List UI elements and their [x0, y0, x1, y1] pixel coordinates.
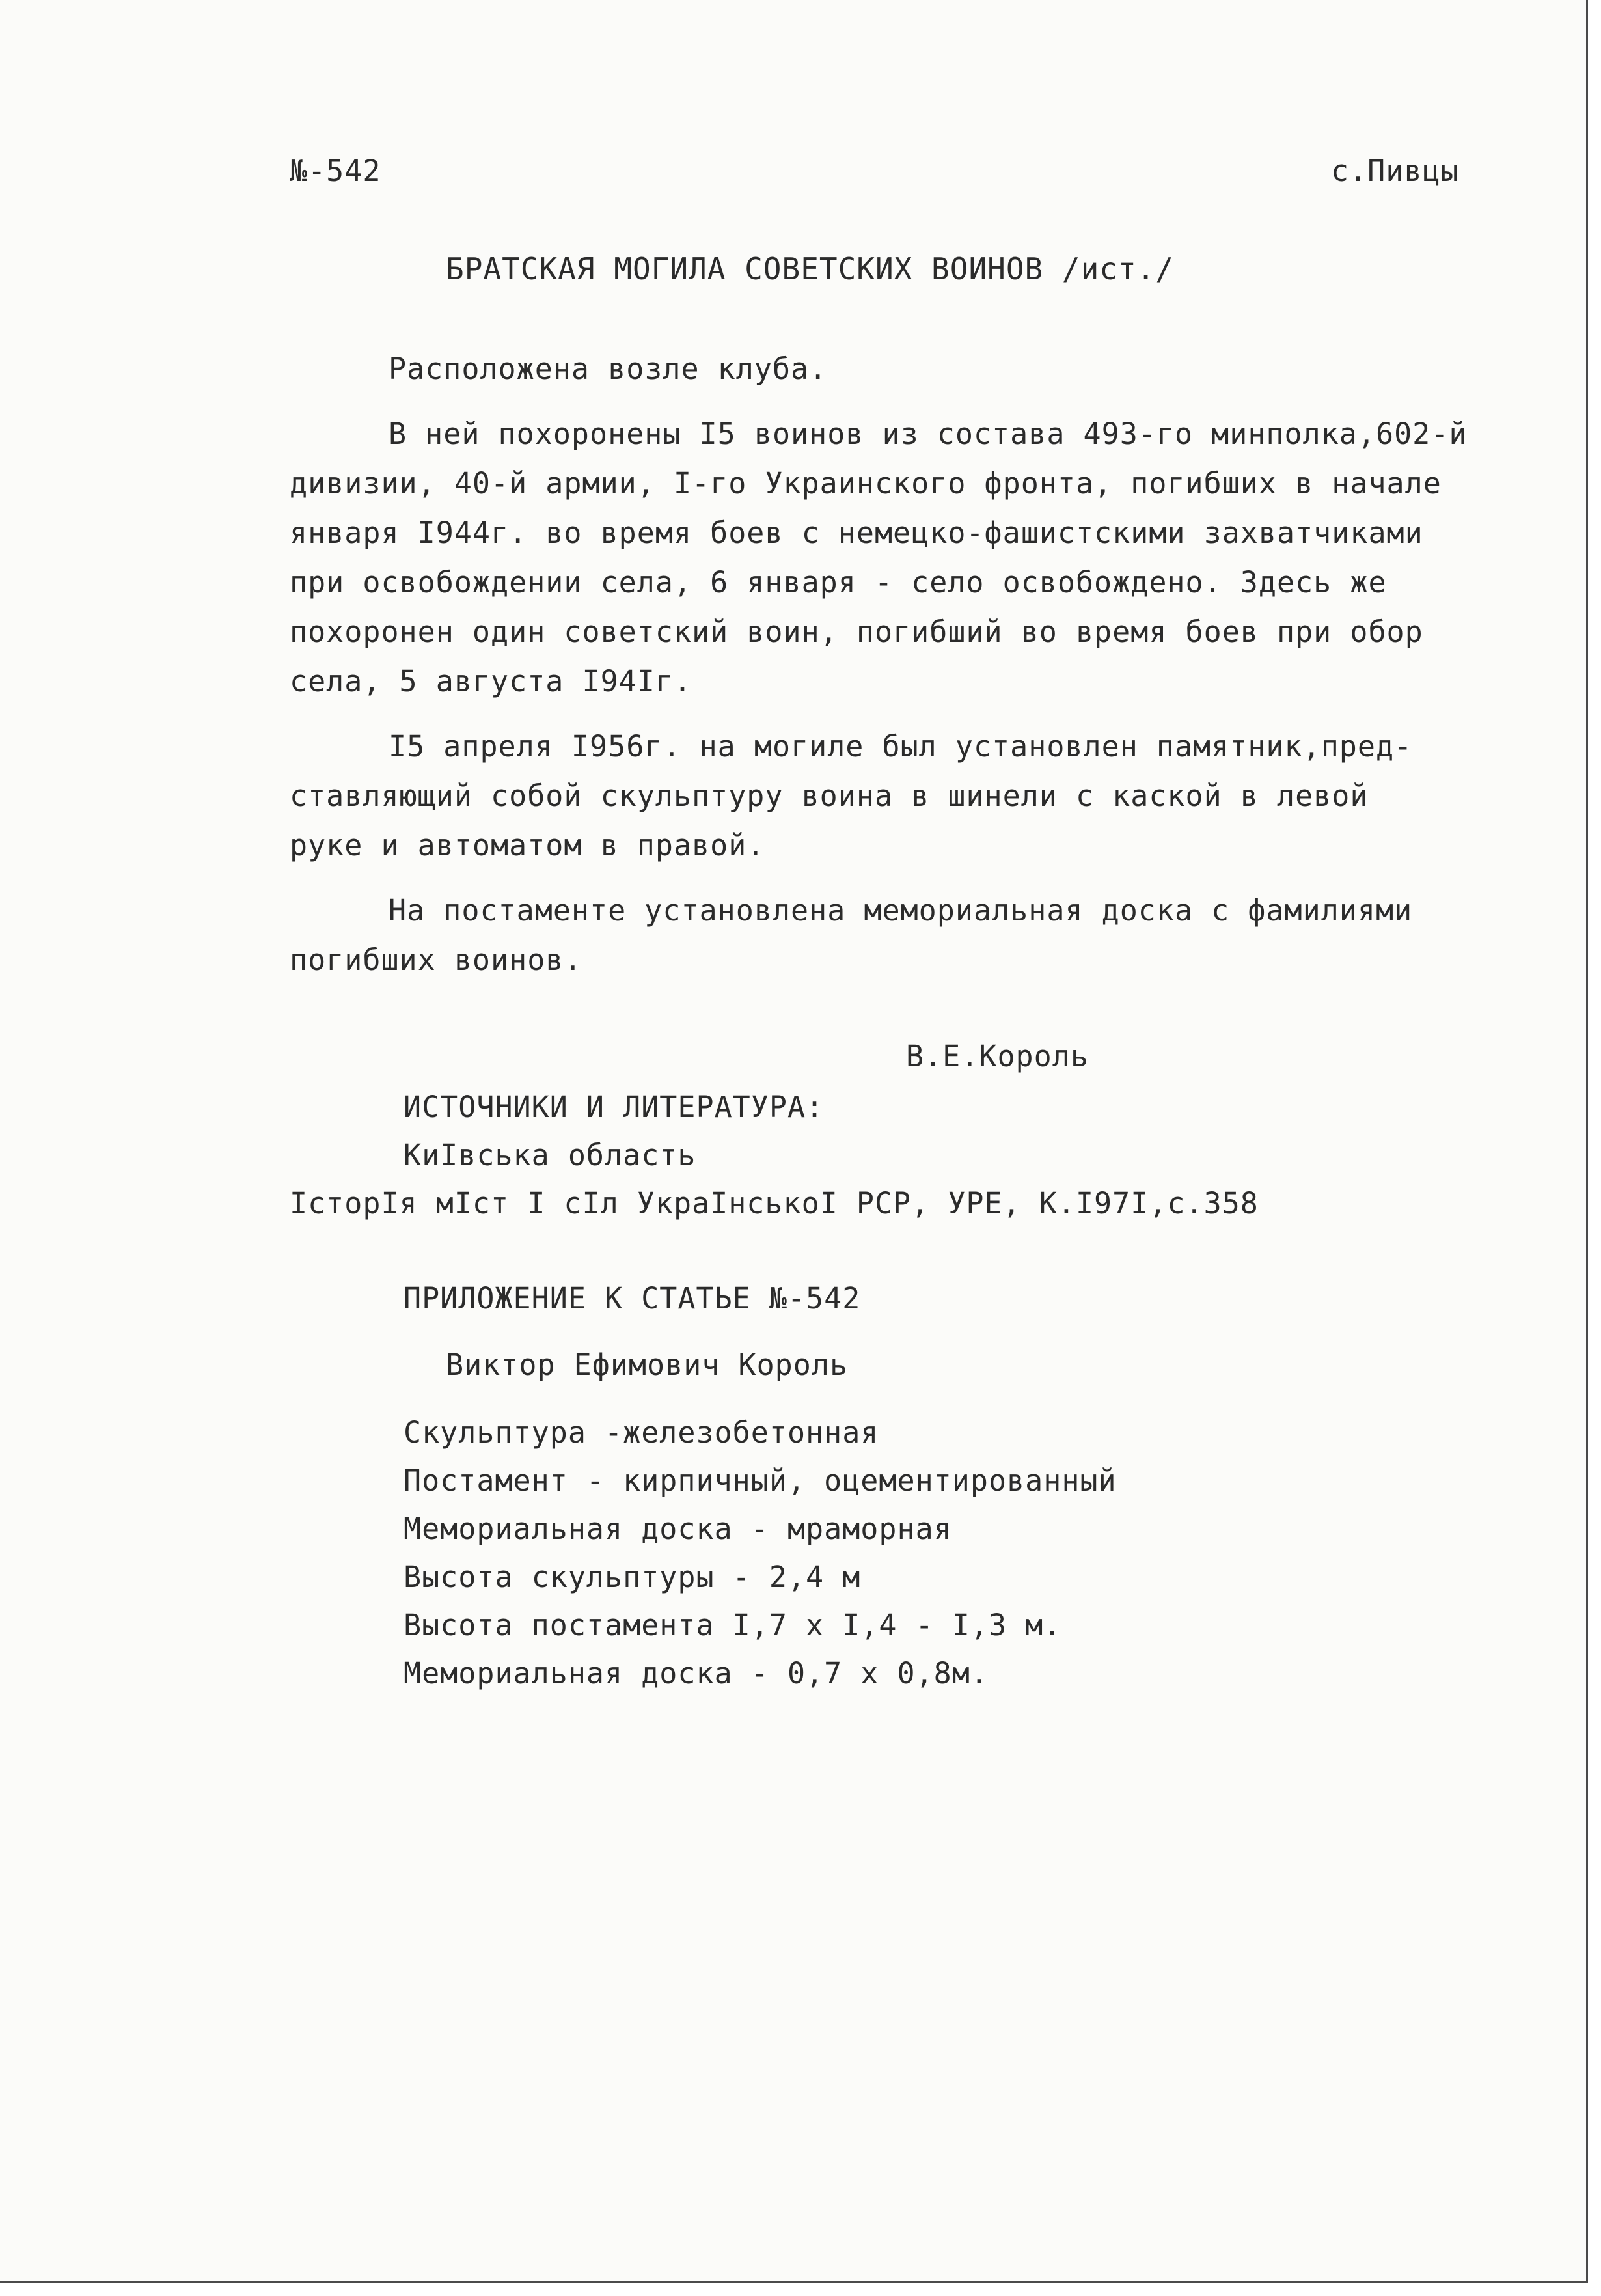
paragraph-3-line-1: I5 апреля I956г. на могиле был установлен памятник,пред-	[389, 729, 1413, 764]
document-title: БРАТСКАЯ МОГИЛА СОВЕТСКИХ ВОИНОВ /ист./	[446, 251, 1175, 286]
source-item-1: КиIвська область	[404, 1138, 696, 1172]
paragraph-4-line-1: На постаменте установлена мемориальная доска с фамилиями	[389, 893, 1413, 928]
spec-sculpture-height: Высота скульптуры - 2,4 м	[404, 1560, 861, 1594]
paragraph-2-line-4: при освобождении села, 6 января - село освобождено. Здесь же	[290, 565, 1387, 600]
paragraph-3-line-2: ставляющий собой скульптуру воина в шинели с каской в левой	[290, 779, 1369, 813]
paragraph-2-line-2: дивизии, 40-й армии, I-го Украинского фронта, погибших в начале	[290, 466, 1442, 501]
article-number: №-542	[290, 154, 381, 188]
spec-pedestal: Постамент - кирпичный, оцементированный	[404, 1463, 1117, 1498]
spec-pedestal-height: Высота постамента I,7 х I,4 - I,3 м.	[404, 1608, 1062, 1642]
paragraph-2-line-1: В ней похоронены I5 воинов из состава 493-го минполка,602-й	[389, 417, 1468, 451]
village-name: с.Пивцы	[1331, 154, 1459, 188]
spec-plaque-material: Мемориальная доска - мраморная	[404, 1512, 952, 1546]
spec-sculpture: Скульптура -железобетонная	[404, 1415, 879, 1450]
source-item-2: IсторIя мIст I сIл УкраIнськоI РСР, УРЕ, К.I97I,с.358	[290, 1186, 1259, 1221]
paragraph-1-line-1: Расположена возле клуба.	[389, 352, 828, 386]
paragraph-2-line-6: села, 5 августа I94Iг.	[290, 664, 692, 698]
paragraph-2-line-3: января I944г. во время боев с немецко-фашистскими захватчиками	[290, 516, 1423, 550]
paragraph-2-line-5: похоронен один советский воин, погибший во время боев при обор	[290, 615, 1423, 649]
appendix-heading: ПРИЛОЖЕНИЕ К СТАТЬЕ №-542	[404, 1281, 861, 1316]
paragraph-3-line-3: руке и автоматом в правой.	[290, 828, 765, 863]
paragraph-4-line-2: погибших воинов.	[290, 943, 582, 977]
sources-heading: ИСТОЧНИКИ И ЛИТЕРАТУРА:	[404, 1090, 825, 1124]
spec-plaque-size: Мемориальная доска - 0,7 х 0,8м.	[404, 1656, 989, 1691]
appendix-author: Виктор Ефимович Король	[446, 1348, 849, 1382]
author-signature: В.Е.Король	[906, 1039, 1089, 1073]
